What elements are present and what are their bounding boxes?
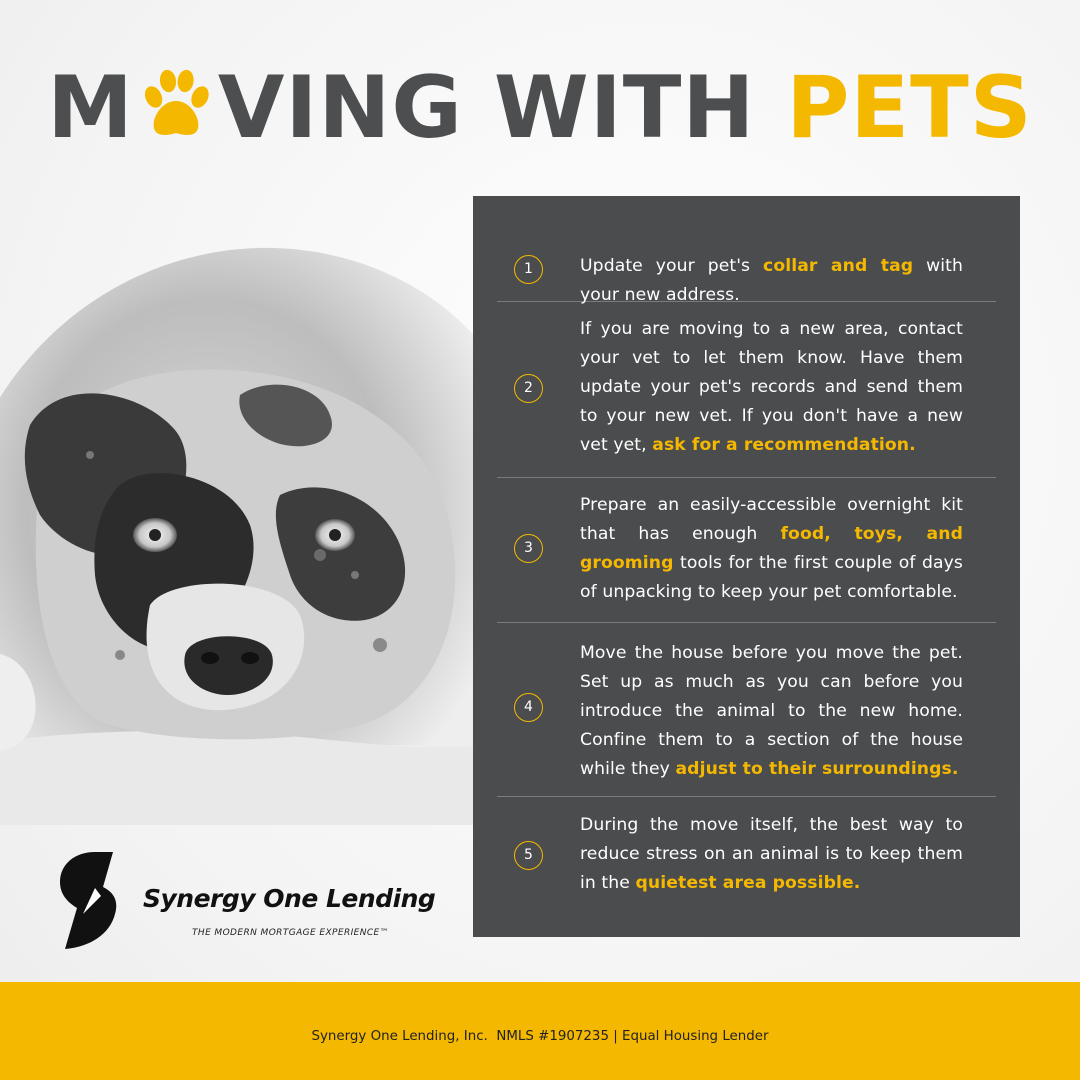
paw-print-icon: [136, 65, 216, 145]
title-part-2: VING WITH: [217, 58, 787, 158]
tip-number-badge: 2: [514, 374, 543, 403]
tip-text-segment: Move the house before you move the pet. Set up as much as you can before you introduce the animal to the new home. Confine them to a section of the house while they: [580, 643, 963, 779]
synergy-s-logo-icon: [55, 852, 130, 949]
tip-highlight: ask for a recommendation.: [652, 435, 916, 455]
tip-text-segment: Prepare an easily-accessible overnight kit that has enough: [580, 495, 963, 544]
tip-text: [580, 491, 963, 607]
tip-item: [497, 478, 996, 623]
tip-highlight: food, toys, and grooming: [580, 524, 963, 573]
tip-number-badge: 5: [514, 841, 543, 870]
tip-text-segment: Update your pet's: [580, 256, 764, 276]
tip-highlight: adjust to their surroundings.: [675, 759, 959, 779]
company-logo: [55, 852, 436, 952]
tip-text: [580, 811, 963, 898]
tip-highlight: quietest area possible.: [635, 873, 861, 893]
footer-text: Synergy One Lending, Inc. NMLS #1907235 | Equal Housing Lender: [311, 1029, 769, 1044]
page-title: [0, 58, 1080, 158]
tip-text-segment: with your new address.: [580, 256, 963, 305]
tip-item: [497, 222, 996, 305]
company-name: Synergy One Lending: [143, 884, 436, 913]
dog-photo: [0, 225, 490, 825]
tips-panel: [473, 196, 1020, 937]
title-part-3: PETS: [786, 58, 1033, 158]
tip-highlight: collar and tag: [763, 256, 914, 276]
tip-number-badge: 1: [514, 255, 543, 284]
title-part-1: M: [47, 58, 134, 158]
tip-number-badge: 4: [514, 693, 543, 722]
tip-number-badge: 3: [514, 534, 543, 563]
tip-text: [580, 315, 963, 460]
tip-text-segment: tools for the first couple of days of unpacking to keep your pet comfortable.: [580, 553, 963, 602]
tip-item: [497, 797, 996, 917]
tip-text-segment: If you are moving to a new area, contact your vet to let them know. Have them update your pet's records and send them to your new vet. If you don't have a new vet yet,: [580, 319, 963, 455]
tip-item: [497, 623, 996, 797]
tip-text-segment: During the move itself, the best way to reduce stress on an animal is to keep them in the: [580, 815, 963, 893]
tip-text: [580, 639, 963, 784]
footer-bar: [0, 982, 1080, 1080]
company-tagline: THE MODERN MORTGAGE EXPERIENCE™: [192, 928, 390, 938]
tip-item: [497, 302, 996, 478]
